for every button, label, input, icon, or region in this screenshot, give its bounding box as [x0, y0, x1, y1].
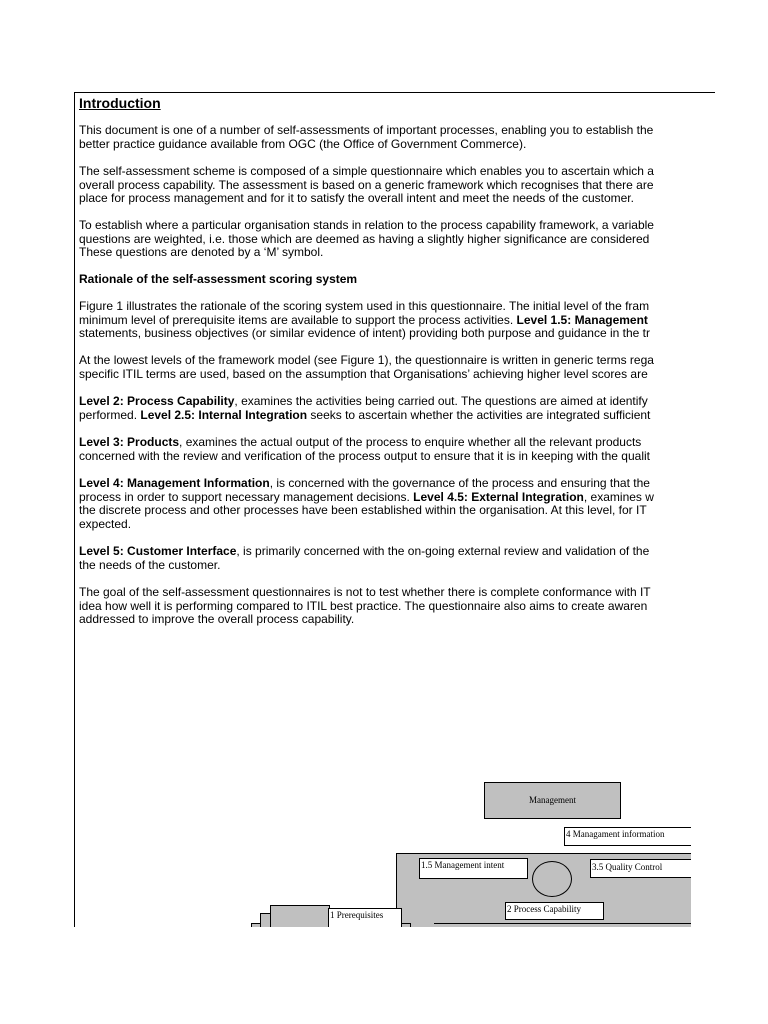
text-span: performed. [79, 407, 141, 422]
level-2-5-label: Level 2.5: Internal Integration [140, 407, 308, 422]
cycle-circle-icon [532, 861, 572, 897]
text-line: the needs of the customer. [79, 557, 221, 572]
prerequisites-label: 1 Prerequisites [330, 910, 384, 920]
text-line: statements, business objectives (or similar evidence of intent) providing both purpose and guidance in the tr [79, 326, 650, 340]
text-span: , examines the activities being carried out. The questions are aimed at identify [234, 394, 648, 408]
management-box [484, 782, 621, 819]
management-intent-box [419, 858, 528, 879]
management-info-box [564, 827, 691, 846]
document-frame [74, 92, 715, 927]
text-span: process in order to support necessary management decisions. [79, 489, 414, 504]
level-4-5-label: Level 4.5: External Integration [413, 489, 584, 504]
text-span: , examines the actual output of the process to enquire whether all the relevant products [179, 435, 642, 449]
text-line: This document is one of a number of self-assessments of important processes, enabling you to establish the [79, 123, 654, 137]
page-title: Introduction [79, 95, 161, 111]
text-line: questions are weighted, i.e. those which are deemed as having a slightly higher significance are considered [79, 231, 650, 246]
text-span: minimum level of prerequisite items are available to support the process activities. [79, 312, 517, 327]
text-line: the discrete process and other processes have been established within the organisation. At this level, for IT [79, 503, 647, 517]
level-3-label: Level 3: Products [79, 435, 180, 449]
framework-diagram [75, 93, 691, 927]
text-line: expected. [79, 516, 132, 531]
text-span: , is primarily concerned with the on-going external review and validation of the [236, 544, 650, 558]
management-info-label: 4 Managament information [566, 829, 665, 839]
text-line: The goal of the self-assessment questionnaires is not to test whether there is complete conformance with IT [79, 585, 651, 599]
divider-line [434, 923, 691, 924]
text-line: better practice guidance available from OGC (the Office of Government Commerce). [79, 136, 527, 151]
process-capability-label: 2 Process Capability [507, 904, 581, 914]
text-line: addressed to improve the overall process capability. [79, 612, 355, 626]
text-line: The self-assessment scheme is composed of a simple questionnaire which enables you to ascertain which a [79, 164, 654, 178]
quality-control-box [590, 859, 691, 878]
text-line: These questions are denoted by a ‘M’ symbol. [79, 245, 324, 259]
text-line: At the lowest levels of the framework model (see Figure 1), the questionnaire is written in generic terms rega [79, 353, 654, 367]
level-1-5-label: Level 1.5: Management [516, 312, 648, 327]
process-capability-box [505, 902, 604, 920]
text-line: idea how well it is performing compared to ITIL best practice. The questionnaire also aims to create awaren [79, 598, 648, 613]
level-4-label: Level 4: Management Information [79, 476, 270, 490]
text-span: seeks to ascertain whether the activities are integrated sufficient [307, 407, 651, 422]
text-line: concerned with the review and verification of the process output to ensure that it is in keeping with the qualit [79, 448, 650, 463]
management-intent-label: 1.5 Management intent [421, 860, 505, 870]
text-line: specific ITIL terms are used, based on the assumption that Organisations’ achieving higher level scores are [79, 366, 648, 381]
management-label: Management [529, 795, 576, 805]
level-5-label: Level 5: Customer Interface [79, 544, 237, 558]
text-line: Figure 1 illustrates the rationale of the scoring system used in this questionnaire. The initial level of the fram [79, 299, 650, 313]
text-span: , is concerned with the governance of the process and ensuring that the [269, 476, 650, 490]
prerequisites-box [328, 908, 402, 927]
text-line: overall process capability. The assessment is based on a generic framework which recognises that there are [79, 177, 654, 192]
text-span: , examines w [583, 489, 654, 504]
text-line: place for process management and for it to satisfy the overall intent and meet the needs of the customer. [79, 191, 634, 205]
text-line: To establish where a particular organisation stands in relation to the process capability framework, a variable [79, 218, 654, 232]
step-block [270, 905, 330, 927]
quality-control-label: 3.5 Quality Control [592, 862, 663, 872]
document-content [75, 93, 691, 927]
level-2-label: Level 2: Process Capability [79, 394, 235, 408]
heading-rationale: Rationale of the self-assessment scoring system [79, 272, 358, 286]
